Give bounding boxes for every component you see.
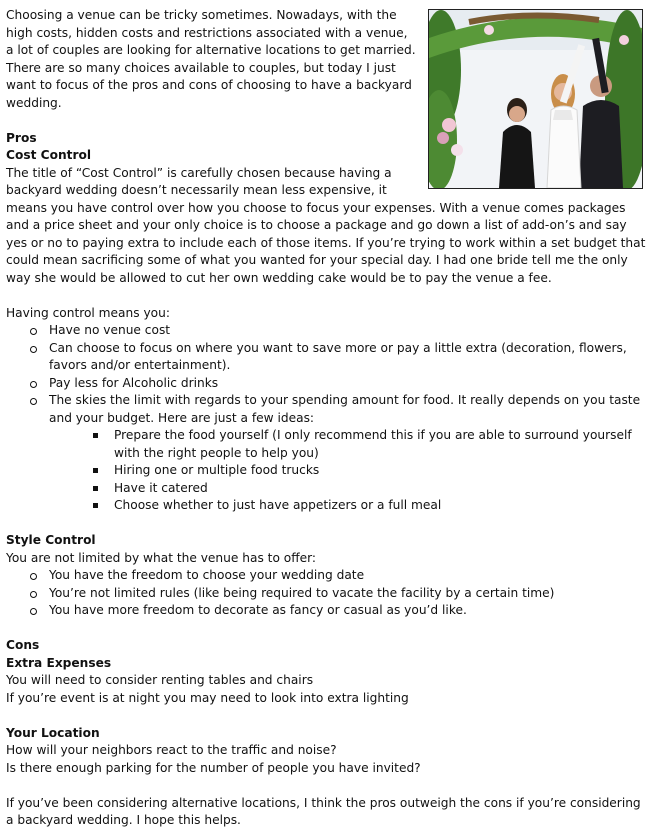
cost-control-list: [6, 322, 646, 515]
your-location-line: How will your neighbors react to the traffic and noise?: [6, 743, 337, 757]
style-control-list: [6, 567, 646, 620]
list-item-text: The skies the limit with regards to your spending amount for food. It really depends on you taste and your budget. Here are just a few ideas:: [49, 393, 641, 425]
list-item: Hiring one or multiple food trucks: [6, 462, 646, 480]
cost-control-lead: Having control means you:: [6, 305, 170, 320]
your-location-line: Is there enough parking for the number of people you have invited?: [6, 760, 421, 775]
food-ideas-list: [49, 427, 646, 515]
style-control-heading: Style Control: [6, 533, 96, 547]
list-item: You’re not limited rules (like being required to vacate the facility by a certain time): [6, 585, 646, 603]
list-item: Prepare the food yourself (I only recommend this if you are able to surround yourself with the right people to help you): [6, 427, 646, 462]
your-location-heading: Your Location: [6, 725, 100, 740]
style-control-lead: You are not limited by what the venue has to offer:: [6, 550, 317, 565]
list-item: You have the freedom to choose your wedding date: [6, 567, 646, 585]
cost-control-heading: Cost Control: [6, 148, 92, 162]
list-item: Pay less for Alcoholic drinks: [6, 375, 646, 393]
extra-expenses-line: You will need to consider renting tables and chairs: [6, 673, 314, 687]
article: [6, 7, 646, 830]
list-item: Have it catered: [6, 480, 646, 498]
conclusion-paragraph: If you’ve been considering alternative locations, I think the pros outweigh the cons if you’re considering a backyard wedding. I hope this helps.: [6, 795, 641, 827]
wedding-photo: [428, 9, 643, 189]
extra-expenses-heading: Extra Expenses: [6, 655, 112, 670]
list-item: You have more freedom to decorate as fancy or casual as you’d like.: [6, 602, 646, 620]
pros-heading: Pros: [6, 130, 37, 145]
intro-paragraph: Choosing a venue can be tricky sometimes. Nowadays, with the high costs, hidden costs and restrictions associated with a venue, a lot of couples are looking for alternative locations to get married. There are so many choices available to couples, but today I just want to focus of the pros and cons of choosing to have a backyard wedding.: [6, 8, 416, 110]
list-item: Choose whether to just have appetizers or a full meal: [6, 497, 646, 515]
wedding-photo-icon: [429, 10, 642, 188]
cons-heading: Cons: [6, 638, 40, 652]
list-item: Can choose to focus on where you want to save more or pay a little extra (decoration, flowers, favors and/or entertainment).: [6, 340, 646, 375]
list-item: [6, 392, 646, 515]
extra-expenses-line: If you’re event is at night you may need to look into extra lighting: [6, 690, 409, 705]
list-item: Have no venue cost: [6, 322, 646, 340]
cost-control-paragraph: The title of “Cost Control” is carefully chosen because having a backyard wedding doesn’t necessarily mean less expensive, it means you have control over how you choose to focus your expenses. With a venue comes packages and a price sheet and your only choice is to choose a package and go down a list of add-on’s and say yes or no to paying extra to include each of those items. If you’re trying to work within a set budget that could mean sacrificing some of what you wanted for your special day. I had one bride tell me the only way she would be allowed to cut her own wedding cake would be to pay the venue a fee.: [6, 165, 646, 285]
